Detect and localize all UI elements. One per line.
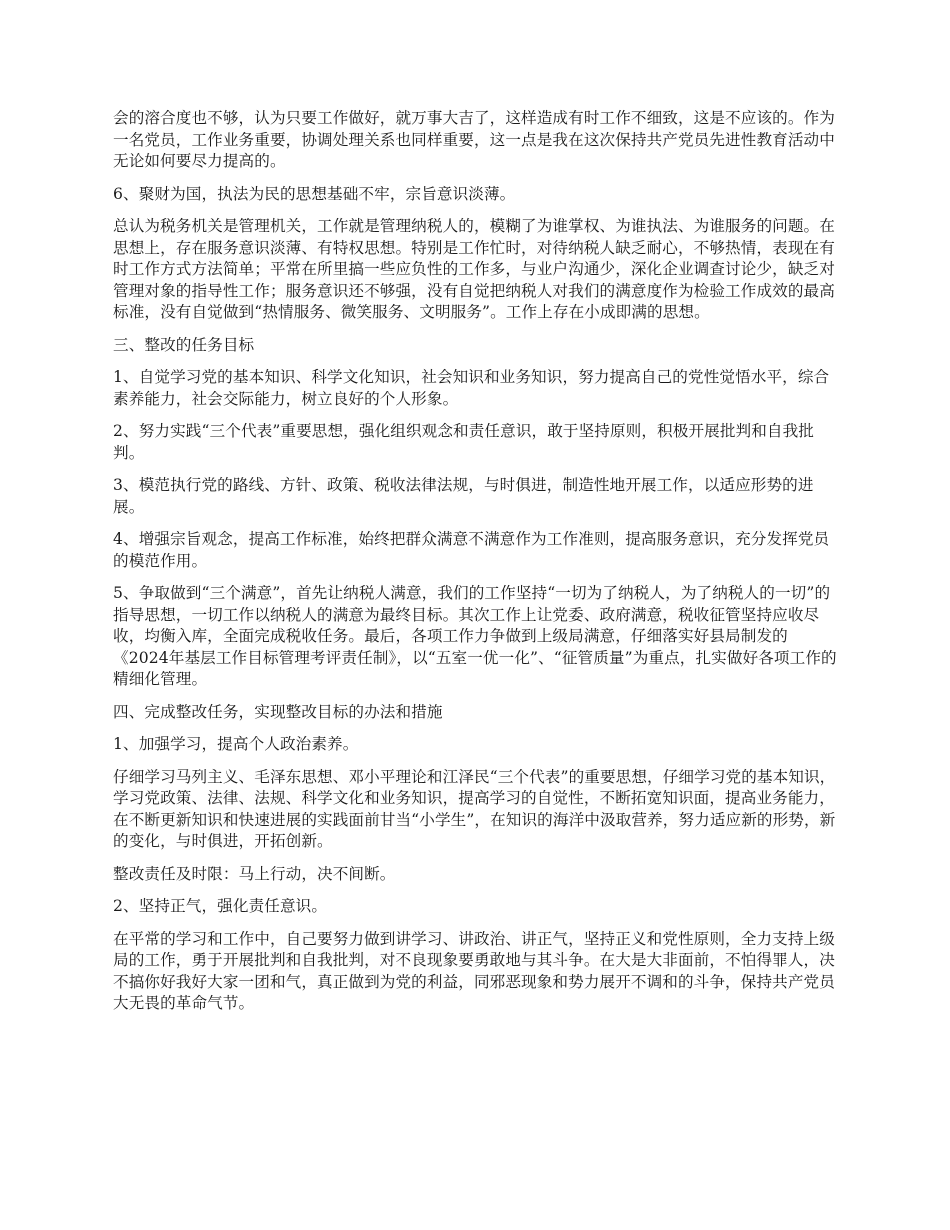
measure-item-1-deadline: 整改责任及时限：马上行动，决不间断。: [113, 864, 396, 883]
goal-item-3: 3、模范执行党的路线、方针、政策、税收法律法规，与时俱进，制造性地开展工作，以适应形势的进展。: [113, 476, 814, 516]
measure-item-2-body: 在平常的学习和工作中，自己要努力做到讲学习、讲政治、讲正气，坚持正义和党性原则，全力支持上级局的工作，勇于开展批判和自我批判，对不良现象要勇敢地与其斗争。在大是大非面前，不怕得罪人，决不搞你好我好大家一团和气，真正做到为党的利益，同邪恶现象和势力展开不调和的斗争，保持共产党员大无畏的革命气节。: [113, 929, 835, 1012]
measure-item-2-heading: 2、坚持正气，强化责任意识。: [113, 897, 328, 915]
paragraph-continuation: 会的溶合度也不够，认为只要工作做好，就万事大吉了，这样造成有时工作不细致，这是不应该的。作为一名党员，工作业务重要，协调处理关系也同样重要，这一点是我在这次保持共产党员先进性教育活动中无论如何要尽力提高的。: [113, 109, 835, 170]
document-page: [113, 108, 841, 1026]
measure-item-1-heading: 1、加强学习，提高个人政治素养。: [113, 735, 359, 753]
paragraph-item-6-body: 总认为税务机关是管理机关，工作就是管理纳税人的，模糊了为谁掌权、为谁执法、为谁服务的问题。在思想上，存在服务意识淡薄、有特权思想。特别是工作忙时，对待纳税人缺乏耐心，不够热情，表现在有时工作方式方法简单；平常在所里搞一些应负性的工作多，与业户沟通少，深化企业调查讨论少，缺乏对管理对象的指导性工作；服务意识还不够强，没有自觉把纳税人对我们的满意度作为检验工作成效的最高标准，没有自觉做到“热情服务、微笑服务、文明服务”。工作上存在小成即满的思想。: [113, 217, 835, 321]
section-heading-4: 四、完成整改任务，实现整改目标的办法和措施: [113, 702, 443, 721]
measure-item-1-body: 仔细学习马列主义、毛泽东思想、邓小平理论和江泽民“三个代表”的重要思想，仔细学习党的基本知识，学习党政策、法律、法规、科学文化和业务知识，提高学习的自觉性，不断拓宽知识面，提高业务能力，在不断更新知识和快速进展的实践面前甘当“小学生”，在知识的海洋中汲取营养，努力适应新的形势，新的变化，与时俱进，开拓创新。: [113, 767, 836, 850]
section-heading-3: 三、整改的任务目标: [113, 335, 255, 354]
goal-item-2: 2、努力实践“三个代表”重要思想，强化组织观念和责任意识，敢于坚持原则，积极开展批判和自我批判。: [113, 422, 814, 462]
paragraph-item-6-heading: 6、聚财为国，执法为民的思想基础不牢，宗旨意识淡薄。: [113, 184, 516, 203]
goal-item-4: 4、增强宗旨观念，提高工作标准，始终把群众满意不满意作为工作准则，提高服务意识，充分发挥党员的模范作用。: [113, 530, 830, 570]
goal-item-5: 5、争取做到“三个满意”，首先让纳税人满意，我们的工作坚持“一切为了纳税人，为了纳税人的一切”的指导思想，一切工作以纳税人的满意为最终目标。其次工作上让党委、政府满意，税收征管坚持应收尽收，均衡入库，全面完成税收任务。最后，各项工作力争做到上级局满意，仔细落实好县局制发的《2024年基层工作目标管理考评责任制》，以“五室一优一化”、“征管质量”为重点，扎实做好各项工作的精细化管理。: [113, 584, 837, 688]
goal-item-1: 1、自觉学习党的基本知识、科学文化知识，社会知识和业务知识，努力提高自己的党性觉悟水平，综合素养能力，社会交际能力，树立良好的个人形象。: [113, 368, 830, 408]
